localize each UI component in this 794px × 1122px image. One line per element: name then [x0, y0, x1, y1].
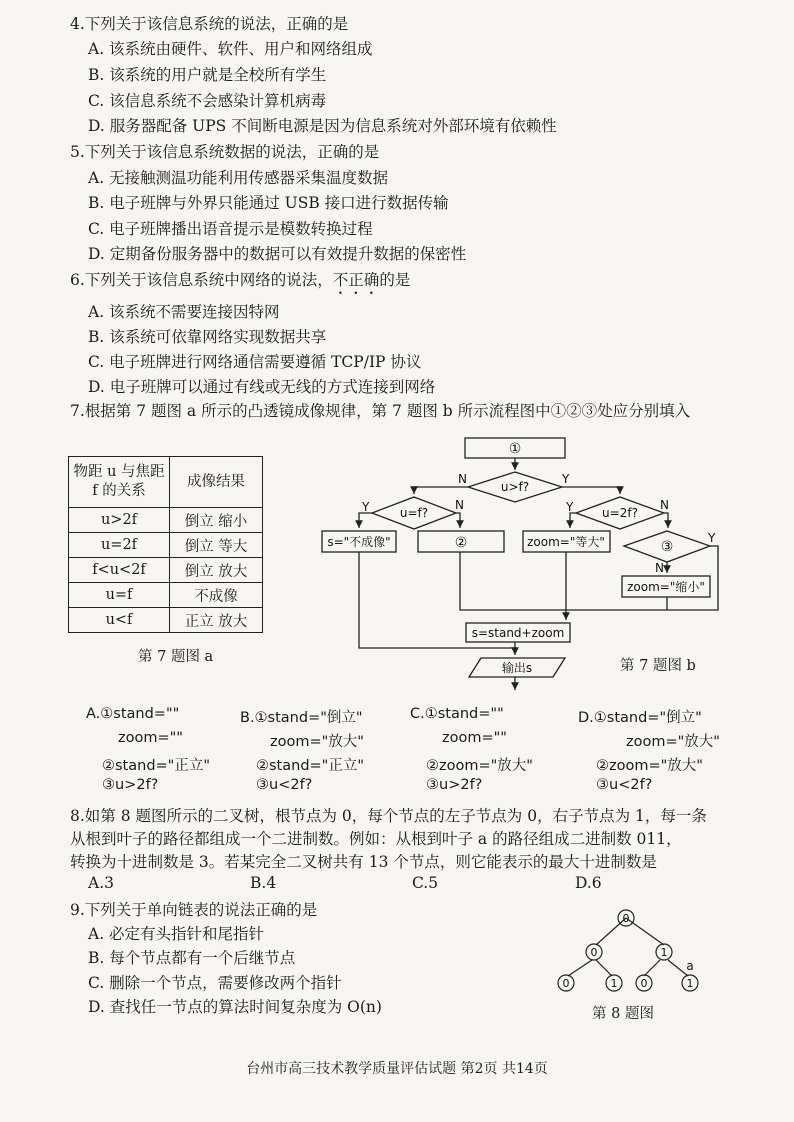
flow-label-d2: u=f? [399, 506, 429, 520]
flow-label-n: N [660, 498, 669, 512]
q7-choice-c-3: ②zoom="放大" [426, 758, 533, 774]
tree-node-label: 0 [622, 912, 630, 925]
flow-label-1: ① [508, 441, 522, 457]
tree-node-label: 1 [686, 977, 694, 990]
lens-table-cell: u<f [69, 608, 170, 633]
lens-table-cell: 不成像 [170, 583, 263, 608]
q4-option-c: C. 该信息系统不会感染计算机病毒 [88, 92, 327, 110]
q7-choice-d-2: zoom="放大" [626, 734, 720, 750]
q7-choice-b-4: ③u<2f? [256, 777, 313, 793]
q8-option-a: A.3 [88, 874, 114, 892]
q7-choice-b-2: zoom="放大" [270, 734, 364, 750]
q4-stem: 4.下列关于该信息系统的说法，正确的是 [70, 15, 349, 33]
flow-label-nocheng: s="不成像" [327, 535, 391, 549]
tree-node-label: 0 [640, 977, 648, 990]
lens-table-cell: u>2f [69, 508, 170, 533]
lens-table-cell: 倒立 缩小 [170, 508, 263, 533]
q7-choice-a-4: ③u>2f? [102, 777, 159, 793]
q6-option-b: B. 该系统可依靠网络实现数据共享 [88, 328, 327, 346]
q7-choice-d-1: D.①stand="倒立" [578, 710, 702, 726]
q7-choice-c-2: zoom="" [442, 730, 507, 746]
flow-label-suoxiao: zoom="缩小" [627, 580, 705, 594]
q7-choice-d-3: ②zoom="放大" [596, 758, 703, 774]
flow-label-s: s=stand+zoom [471, 626, 565, 640]
q8-option-b: B.4 [250, 874, 277, 892]
lens-table-cell: 倒立 等大 [170, 533, 263, 558]
tree-leaf-label: a [686, 959, 694, 973]
tree-node-label: 1 [660, 946, 668, 959]
q4-option-d: D. 服务器配备 UPS 不间断电源是因为信息系统对外部环境有依赖性 [88, 117, 557, 135]
q8-line-2: 从根到叶子的路径都组成一个二进制数。例如：从根到叶子 a 的路径组成二进制数 011， [70, 830, 682, 848]
q4-option-b: B. 该系统的用户就是全校所有学生 [88, 66, 327, 84]
flow-label-n: N [655, 561, 664, 575]
q7-choice-b-1: B.①stand="倒立" [240, 710, 363, 726]
flow-label-output: 输出s [501, 661, 533, 675]
flow-label-2: ② [454, 535, 468, 551]
flow-label-y: Y [566, 500, 574, 514]
flow-label-d1: u>f? [500, 480, 530, 494]
q6-option-c: C. 电子班牌进行网络通信需要遵循 TCP/IP 协议 [88, 353, 422, 371]
flow-label-n: N [455, 498, 464, 512]
flow-label-dengda: zoom="等大" [527, 535, 605, 549]
q5-option-b: B. 电子班牌与外界只能通过 USB 接口进行数据传输 [88, 194, 449, 212]
q7-choice-a-1: A.①stand="" [86, 706, 180, 722]
lens-table-cell: u=f [69, 583, 170, 608]
q7-choice-b-3: ②stand="正立" [256, 758, 365, 774]
q7-choice-c-4: ③u>2f? [426, 777, 483, 793]
q7-choice-a-3: ②stand="正立" [102, 758, 211, 774]
q6-stem-emphasis: 不正确 [332, 271, 380, 289]
lens-table-cell: 正立 放大 [170, 608, 263, 633]
caption-fig7b: 第 7 题图 b [620, 658, 696, 674]
q8-line-1: 8.如第 8 题图所示的二叉树，根节点为 0，每个节点的左子节点为 0，右子节点为 1，每一条 [70, 807, 707, 825]
q9-option-b: B. 每个节点都有一个后继节点 [88, 949, 296, 967]
q9-stem: 9.下列关于单向链表的说法正确的是 [70, 901, 318, 919]
caption-fig7a: 第 7 题图 a [138, 649, 214, 665]
q8-option-d: D.6 [575, 874, 602, 892]
q4-option-a: A. 该系统由硬件、软件、用户和网络组成 [88, 40, 373, 58]
q9-option-a: A. 必定有头指针和尾指针 [88, 925, 265, 943]
q7-choice-d-4: ③u<2f? [596, 777, 653, 793]
tree-node-label: 0 [590, 946, 598, 959]
q5-option-d: D. 定期备份服务器中的数据可以有效提升数据的保密性 [88, 245, 467, 263]
q9-option-c: C. 删除一个节点，需要修改两个指针 [88, 974, 342, 992]
q6-stem-post: 的是 [379, 271, 411, 289]
q8-line-3: 转换为十进制数是 3。若某完全二叉树共有 13 个节点，则它能表示的最大十进制数是 [70, 853, 657, 871]
q6-stem-pre: 6.下列关于该信息系统中网络的说法， [70, 271, 333, 289]
caption-fig8: 第 8 题图 [592, 1006, 654, 1022]
q6-option-a: A. 该系统不需要连接因特网 [88, 303, 280, 321]
q8-option-c: C.5 [412, 874, 439, 892]
flow-label-y: Y [708, 531, 716, 545]
q9-option-d: D. 查找任一节点的算法时间复杂度为 O(n) [88, 998, 382, 1016]
q6-option-d: D. 电子班牌可以通过有线或无线的方式连接到网络 [88, 378, 436, 396]
tree-node-label: 0 [562, 977, 570, 990]
tree-node-label: 1 [610, 977, 618, 990]
lens-table-header-result: 成像结果 [170, 457, 263, 508]
lens-table-cell: f<u<2f [69, 558, 170, 583]
q5-option-c: C. 电子班牌播出语音提示是模数转换过程 [88, 220, 373, 238]
flow-label-y: Y [362, 500, 370, 514]
q7-choice-a-2: zoom="" [118, 730, 183, 746]
page-footer: 台州市高三技术教学质量评估试题 第2页 共14页 [246, 1061, 548, 1077]
q7-choice-c-1: C.①stand="" [410, 706, 504, 722]
q5-option-a: A. 无接触测温功能利用传感器采集温度数据 [88, 169, 389, 187]
q7-stem: 7.根据第 7 题图 a 所示的凸透镜成像规律，第 7 题图 b 所示流程图中①②③处应分别填入 [70, 402, 691, 420]
lens-table-cell: 倒立 放大 [170, 558, 263, 583]
flow-label-3: ③ [660, 539, 674, 555]
binary-tree [540, 900, 720, 1000]
q5-stem: 5.下列关于该信息系统数据的说法，正确的是 [70, 143, 380, 161]
flow-label-d3: u=2f? [602, 506, 638, 520]
lens-table-header-relation: 物距 u 与焦距 f 的关系 [69, 457, 170, 508]
lens-table-cell: u=2f [69, 533, 170, 558]
flow-label-y: Y [562, 472, 570, 486]
flow-label-n: N [458, 472, 467, 486]
